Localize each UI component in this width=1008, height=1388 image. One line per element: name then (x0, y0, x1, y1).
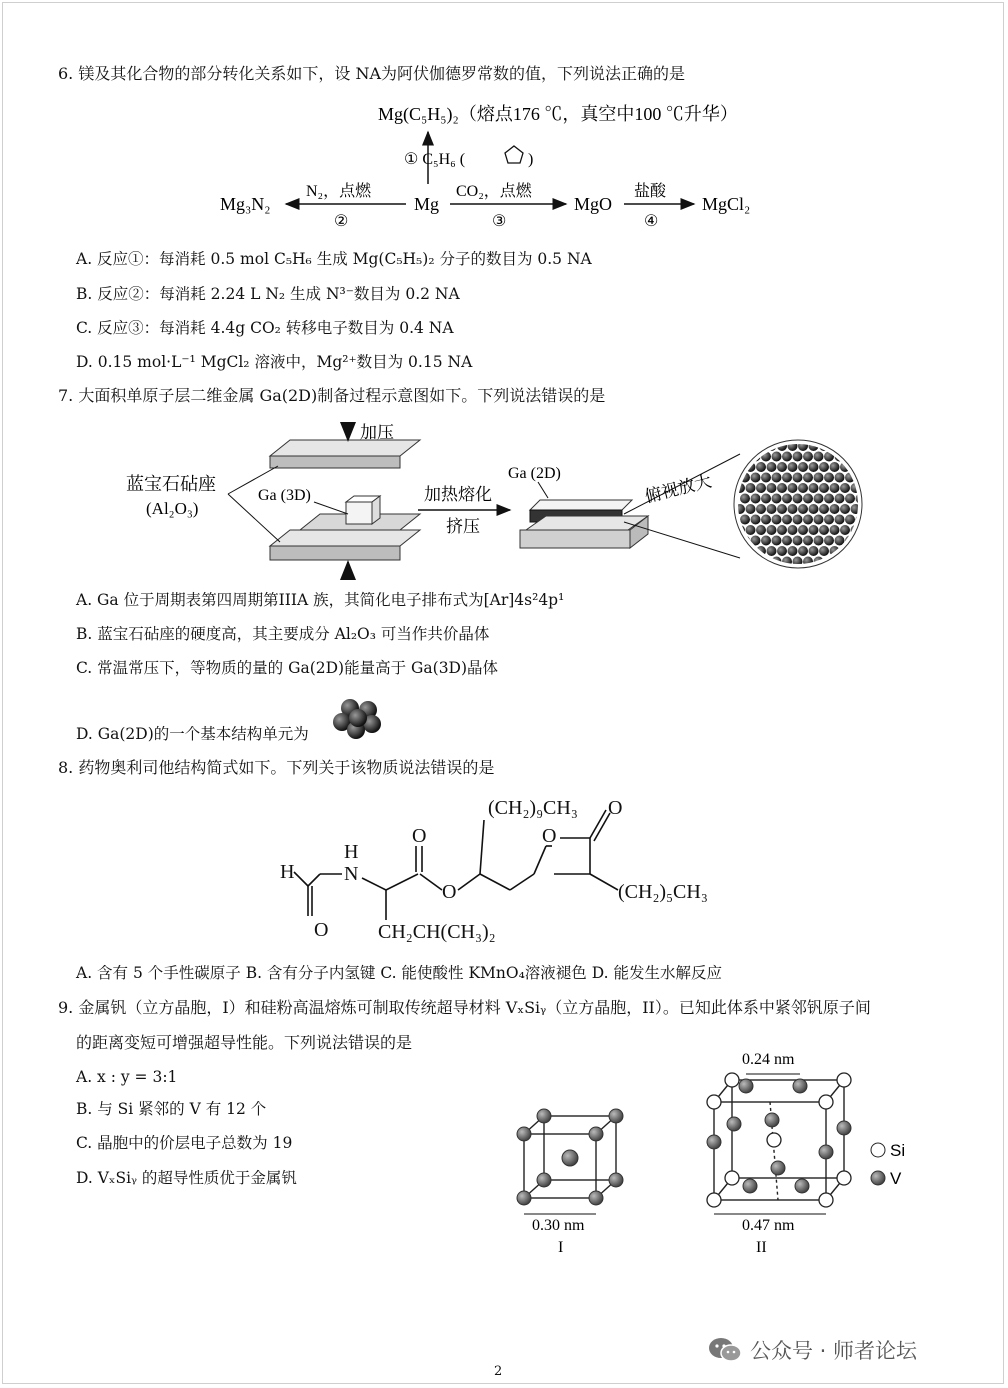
q8-orlistat-structure (270, 786, 740, 956)
cell-ii-top-dim: 0.24 nm (742, 1051, 795, 1068)
cyclopentadiene-icon (505, 146, 523, 163)
q7-option-b: B. 蓝宝石砧座的硬度高，其主要成分 Al₂O₃ 可当作共价晶体 (76, 625, 490, 643)
q7-option-c: C. 常温常压下，等物质的量的 Ga(2D)能量高于 Ga(3D)晶体 (76, 659, 499, 677)
q7-label-process2: 挤压 (446, 517, 480, 536)
q6-left-product: Mg₃N₂ (220, 194, 271, 214)
q8-h: H (280, 861, 295, 883)
q6-stem: 6. 镁及其化合物的部分转化关系如下，设 NA为阿伏伽德罗常数的值，下列说法正确的是 (58, 64, 685, 83)
q6-option-a: A. 反应①：每消耗 0.5 mol C₅H₆ 生成 Mg(C₅H₅)₂ 分子的数目为 0.5 NA (76, 250, 592, 268)
watermark (708, 1335, 917, 1365)
q8-chain-top: (CH₂)₉CH₃ (488, 797, 578, 819)
q7-option-d: D. Ga(2D)的一个基本结构单元为 (76, 725, 309, 743)
q9-option-a: A. x : y = 3:1 (76, 1068, 178, 1086)
q7-label-process1: 加热熔化 (424, 485, 492, 504)
q8-hexyl: (CH₂)₅CH₃ (618, 881, 708, 903)
q8-o-ester-c: O (412, 825, 427, 847)
q8-o-carbonyl: O (608, 797, 623, 819)
legend-si: Si (890, 1141, 906, 1160)
q7-option-a: A. Ga 位于周期表第四周期第IIIA 族，其简化电子排布式为[Ar]4s²4p¹ (76, 591, 565, 609)
q6-step2-reagent: N₂，点燃 (306, 183, 372, 200)
q9-stem-line1: 9. 金属钒（立方晶胞，I）和硅粉高温熔炼可制取传统超导材料 VₓSiᵧ（立方晶胞，II）。已知此体系中紧邻钒原子间 (58, 998, 871, 1017)
q8-o-ring: O (542, 825, 557, 847)
q7-label-sapphire: 蓝宝石砧座 (126, 474, 216, 494)
q6-option-c: C. 反应③：每消耗 4.4g CO₂ 转移电子数目为 0.4 NA (76, 319, 454, 337)
cell-i-label: I (558, 1239, 564, 1256)
q6-step1-label: ① C₅H₆ ( (404, 151, 466, 168)
legend-v: V (890, 1169, 902, 1188)
q8-o-ester: O (442, 881, 457, 903)
q6-option-b: B. 反应②：每消耗 2.24 L N₂ 生成 N³⁻数目为 0.2 NA (76, 285, 460, 303)
q7-label-al2o3: (Al₂O₃) (146, 499, 199, 518)
q9-option-b: B. 与 Si 紧邻的 V 有 12 个 (76, 1100, 267, 1118)
q7-label-pressure: 加压 (360, 423, 394, 442)
q7-label-ga2d: Ga (2D) (508, 465, 561, 482)
q6-step2-num: ② (334, 213, 349, 230)
cell-i-dim: 0.30 nm (532, 1217, 585, 1234)
q6-step4-reagent: 盐酸 (634, 183, 667, 200)
q6-step3-num: ③ (492, 213, 507, 230)
q8-nh-h: H (344, 841, 359, 863)
q9-stem-line2: 的距离变短可增强超导性能。下列说法错误的是 (76, 1033, 413, 1052)
q6-step3-reagent: CO₂，点燃 (456, 183, 532, 200)
q8-stem: 8. 药物奥利司他结构简式如下。下列关于该物质说法错误的是 (58, 758, 495, 777)
q8-n: N (344, 863, 359, 885)
q9-crystal-cells (510, 1040, 930, 1260)
q6-mid-product: MgO (574, 194, 613, 214)
q8-options: A. 含有 5 个手性碳原子 B. 含有分子内氢键 C. 能使酸性 KMnO₄溶液褪色 D. 能发生水解反应 (76, 964, 722, 982)
q6-right-product: MgCl₂ (702, 194, 751, 214)
cell-ii-label: II (756, 1239, 767, 1256)
q8-isobutyl: CH₂CH(CH₃)₂ (378, 921, 496, 943)
q7-label-ga3d: Ga (3D) (258, 487, 311, 504)
watermark-text: 公众号 · 师者论坛 (750, 1339, 918, 1363)
q6-step4-num: ④ (644, 213, 659, 230)
q6-top-product: Mg(C₅H₅)₂（熔点176 ℃，真空中100 ℃升华） (378, 104, 738, 124)
wechat-icon (708, 1336, 742, 1364)
svg-text:): ) (528, 151, 534, 168)
cell-ii-dim: 0.47 nm (742, 1217, 795, 1234)
q6-center: Mg (414, 194, 440, 214)
q9-option-d: D. VₓSiᵧ 的超导性质优于金属钒 (76, 1169, 297, 1187)
q7-figure (120, 418, 880, 588)
q6-scheme (210, 96, 790, 236)
q7-stem: 7. 大面积单原子层二维金属 Ga(2D)制备过程示意图如下。下列说法错误的是 (58, 386, 606, 405)
q7-label-zoom: 俯视放大 (642, 471, 714, 507)
q8-o-amide: O (314, 919, 329, 941)
page-number: 2 (494, 1364, 503, 1379)
ga-2d-unit-icon (328, 696, 388, 740)
q6-option-d: D. 0.15 mol·L⁻¹ MgCl₂ 溶液中，Mg²⁺数目为 0.15 NA (76, 353, 473, 371)
q9-option-c: C. 晶胞中的价层电子总数为 19 (76, 1134, 293, 1152)
